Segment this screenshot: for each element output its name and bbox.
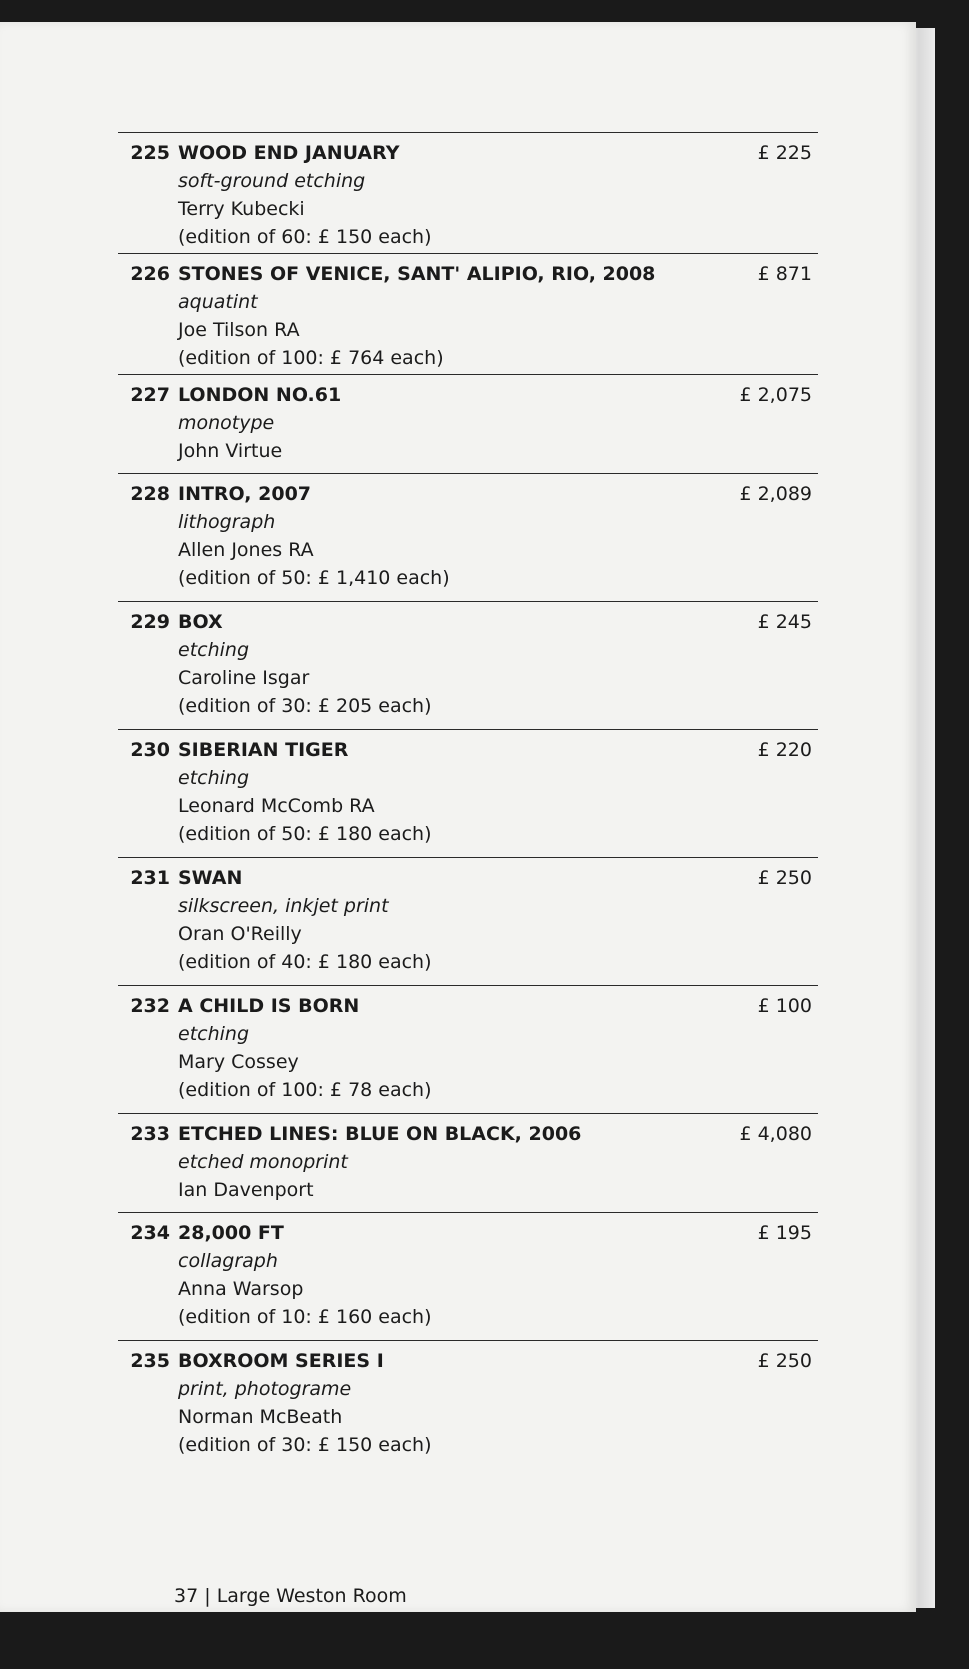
- entry-title: A CHILD IS BORN: [178, 995, 360, 1017]
- entry-price: £ 195: [757, 1222, 812, 1244]
- entry-number: 235: [130, 1350, 170, 1372]
- catalogue-entry: [118, 132, 818, 253]
- entry-price: £ 2,075: [739, 384, 812, 406]
- entry-edition: (edition of 60: £ 150 each): [178, 226, 432, 248]
- entry-edition: (edition of 50: £ 180 each): [178, 823, 432, 845]
- entry-body: [178, 602, 818, 729]
- entry-price: £ 250: [757, 1350, 812, 1372]
- entry-price: £ 4,080: [739, 1123, 812, 1145]
- entry-artist: Ian Davenport: [178, 1179, 314, 1201]
- entry-title: SWAN: [178, 867, 243, 889]
- entry-medium: monotype: [178, 412, 275, 434]
- entry-body: [178, 730, 818, 857]
- entry-title: ETCHED LINES: BLUE ON BLACK, 2006: [178, 1123, 582, 1145]
- entry-artist: Joe Tilson RA: [178, 319, 300, 341]
- catalogue-entry: [118, 601, 818, 729]
- entry-title: BOX: [178, 611, 223, 633]
- entry-number: 234: [130, 1222, 170, 1244]
- entry-body: [178, 986, 818, 1113]
- entry-title: INTRO, 2007: [178, 483, 312, 505]
- entry-medium: collagraph: [178, 1250, 278, 1272]
- catalogue-entry: [118, 1340, 818, 1468]
- entry-medium: etching: [178, 1023, 250, 1045]
- section-name: Large Weston Room: [216, 1585, 407, 1607]
- entry-price: £ 225: [757, 142, 812, 164]
- catalogue-entry: [118, 374, 818, 473]
- entry-edition: (edition of 30: £ 150 each): [178, 1434, 432, 1456]
- entry-body: [178, 375, 818, 473]
- entry-artist: Oran O'Reilly: [178, 923, 302, 945]
- entry-price: £ 250: [757, 867, 812, 889]
- entry-edition: (edition of 100: £ 78 each): [178, 1079, 432, 1101]
- entry-body: [178, 254, 818, 374]
- catalogue-entry: [118, 985, 818, 1113]
- entry-price: £ 245: [757, 611, 812, 633]
- catalogue-page: [0, 22, 916, 1612]
- catalogue-entry: [118, 1113, 818, 1212]
- entry-artist: Leonard McComb RA: [178, 795, 375, 817]
- entry-medium: etched monoprint: [178, 1151, 348, 1173]
- entry-title: STONES OF VENICE, SANT' ALIPIO, RIO, 2008: [178, 263, 656, 285]
- entry-title: SIBERIAN TIGER: [178, 739, 349, 761]
- entry-edition: (edition of 50: £ 1,410 each): [178, 567, 450, 589]
- entry-number: 232: [130, 995, 170, 1017]
- entry-medium: etching: [178, 767, 250, 789]
- catalogue-entry: [118, 1212, 818, 1340]
- catalogue-entry: [118, 473, 818, 601]
- catalogue-list: [118, 132, 818, 1468]
- entry-number: 233: [130, 1123, 170, 1145]
- entry-body: [178, 1213, 818, 1340]
- entry-price: £ 2,089: [739, 483, 812, 505]
- entry-artist: Allen Jones RA: [178, 539, 314, 561]
- entry-edition: (edition of 30: £ 205 each): [178, 695, 432, 717]
- entry-artist: Mary Cossey: [178, 1051, 299, 1073]
- entry-medium: print, photograme: [178, 1378, 352, 1400]
- entry-medium: etching: [178, 639, 250, 661]
- entry-price: £ 100: [757, 995, 812, 1017]
- page-number: 37: [174, 1585, 199, 1607]
- catalogue-entry: [118, 857, 818, 985]
- entry-artist: Terry Kubecki: [178, 198, 305, 220]
- entry-number: 231: [130, 867, 170, 889]
- entry-medium: silkscreen, inkjet print: [178, 895, 389, 917]
- page-footer: [174, 1584, 407, 1608]
- entry-body: [178, 474, 818, 601]
- entry-number: 230: [130, 739, 170, 761]
- entry-artist: Norman McBeath: [178, 1406, 343, 1428]
- entry-price: £ 871: [757, 263, 812, 285]
- entry-medium: lithograph: [178, 511, 276, 533]
- entry-medium: soft-ground etching: [178, 170, 366, 192]
- entry-title: LONDON NO.61: [178, 384, 342, 406]
- entry-edition: (edition of 10: £ 160 each): [178, 1306, 432, 1328]
- entry-title: WOOD END JANUARY: [178, 142, 400, 164]
- entry-price: £ 220: [757, 739, 812, 761]
- entry-number: 225: [130, 142, 170, 164]
- footer-separator: |: [204, 1585, 211, 1607]
- entry-artist: John Virtue: [178, 440, 283, 462]
- entry-title: 28,000 FT: [178, 1222, 284, 1244]
- entry-artist: Anna Warsop: [178, 1278, 304, 1300]
- entry-number: 227: [130, 384, 170, 406]
- entry-number: 229: [130, 611, 170, 633]
- entry-medium: aquatint: [178, 291, 258, 313]
- entry-body: [178, 858, 818, 985]
- catalogue-entry: [118, 729, 818, 857]
- entry-body: [178, 1114, 818, 1212]
- entry-edition: (edition of 40: £ 180 each): [178, 951, 432, 973]
- catalogue-entry: [118, 253, 818, 374]
- entry-edition: (edition of 100: £ 764 each): [178, 347, 444, 369]
- entry-number: 228: [130, 483, 170, 505]
- entry-number: 226: [130, 263, 170, 285]
- entry-artist: Caroline Isgar: [178, 667, 310, 689]
- entry-title: BOXROOM SERIES I: [178, 1350, 384, 1372]
- entry-body: [178, 1341, 818, 1468]
- entry-body: [178, 133, 818, 253]
